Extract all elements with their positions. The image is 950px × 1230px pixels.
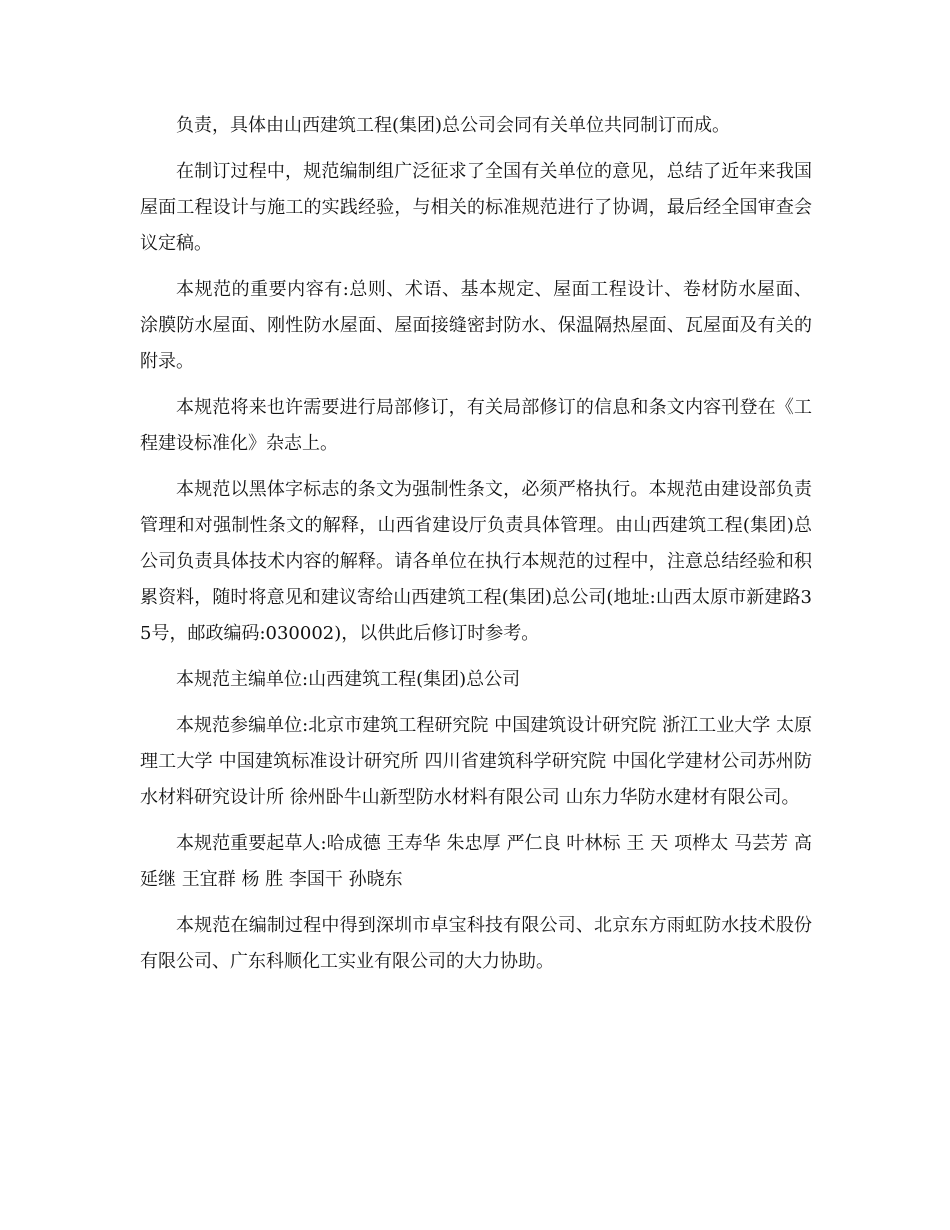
paragraph-main-drafters: 本规范重要起草人:哈成德 王寿华 朱忠厚 严仁良 叶林标 王 天 项桦太 马芸芳 高延继 王宜群 杨 胜 李国干 孙晓东 bbox=[140, 833, 812, 890]
paragraph-continuation: 负责，具体由山西建筑工程(集团)总公司会同有关单位共同制订而成。 bbox=[176, 115, 731, 136]
paragraph-revision-notice: 本规范将来也许需要进行局部修订，有关局部修订的信息和条文内容刊登在《工程建设标准化》杂志上。 bbox=[140, 397, 812, 454]
paragraph-mandatory-clauses: 本规范以黑体字标志的条文为强制性条文，必须严格执行。本规范由建设部负责管理和对强制性条文的解释，山西省建设厅负责具体管理。由山西建筑工程(集团)总公司负责具体技术内容的解释。请各单位在执行本规范的过程中，注意总结经验和积累资料，随时将意见和建议寄给山西建筑工程(集团)总公司(地址:山西太原市新建路35号，邮政编码:030002)，以供此后修订时参考。 bbox=[140, 479, 812, 644]
document-body bbox=[140, 108, 812, 990]
paragraph-acknowledgements: 本规范在编制过程中得到深圳市卓宝科技有限公司、北京东方雨虹防水技术股份有限公司、广东科顺化工实业有限公司的大力协助。 bbox=[140, 915, 812, 972]
paragraph-drafting-process: 在制订过程中，规范编制组广泛征求了全国有关单位的意见，总结了近年来我国屋面工程设计与施工的实践经验，与相关的标准规范进行了协调，最后经全国审查会议定稿。 bbox=[140, 161, 812, 254]
paragraph-main-contents: 本规范的重要内容有:总则、术语、基本规定、屋面工程设计、卷材防水屋面、涂膜防水屋面、刚性防水屋面、屋面接缝密封防水、保温隔热屋面、瓦屋面及有关的附录。 bbox=[140, 279, 812, 372]
paragraph-participating-units: 本规范参编单位:北京市建筑工程研究院 中国建筑设计研究院 浙江工业大学 太原理工大学 中国建筑标准设计研究所 四川省建筑科学研究院 中国化学建材公司苏州防水材料研究设计所 徐州卧牛山新型防水材料有限公司 山东力华防水建材有限公司。 bbox=[140, 715, 812, 808]
paragraph-chief-editor: 本规范主编单位:山西建筑工程(集团)总公司 bbox=[176, 669, 521, 690]
